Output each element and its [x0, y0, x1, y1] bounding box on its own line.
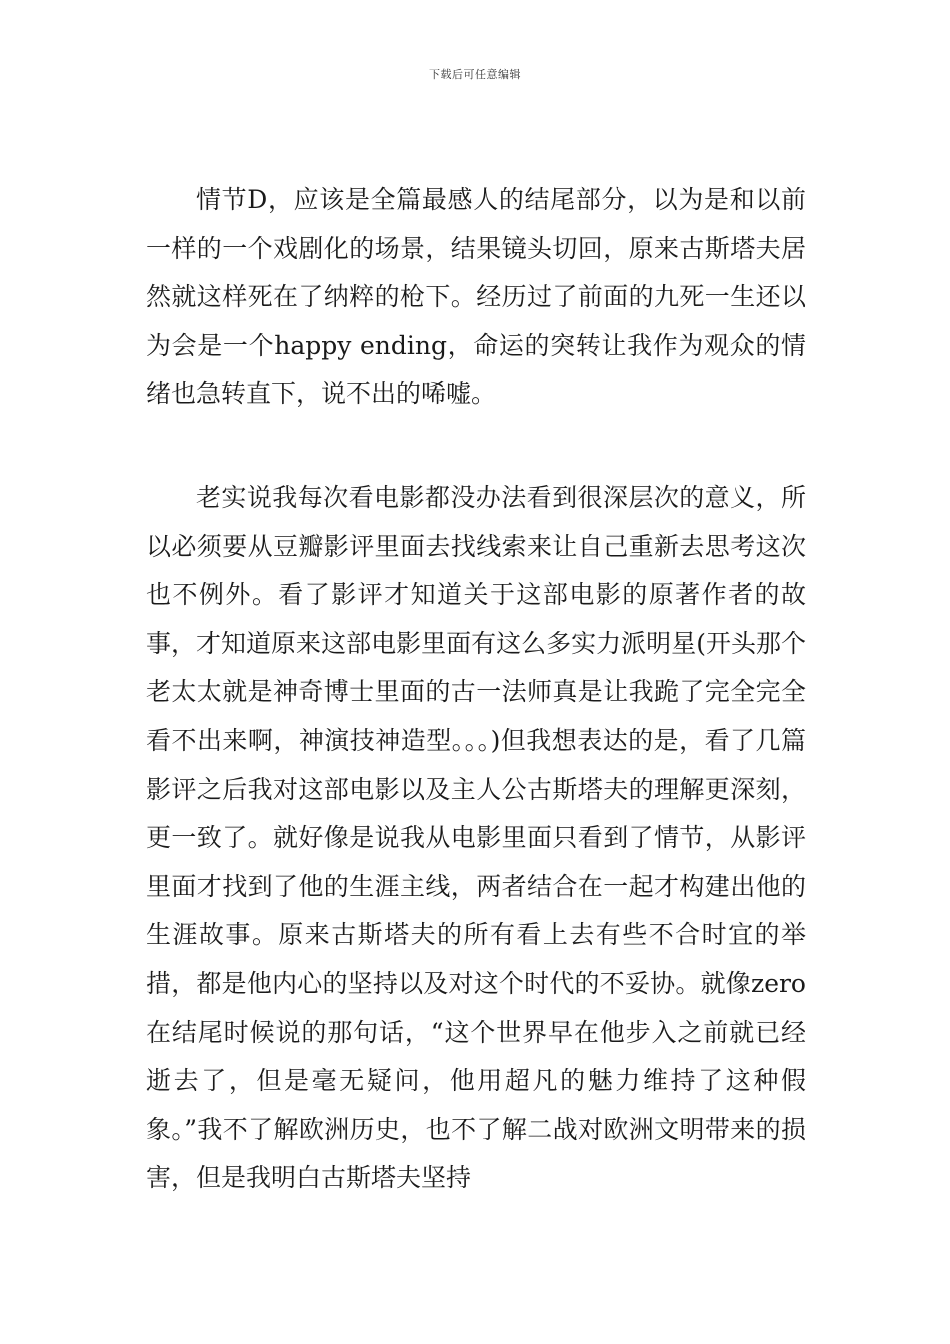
paragraph-2: 老实说我每次看电影都没办法看到很深层次的意义，所以必须要从豆瓣影评里面去找线索来让自己重新去思考这次也不例外。看了影评才知道关于这部电影的原著作者的故事，才知道原来这部电影里面有这么多实力派明星(开头那个老太太就是神奇博士里面的古一法师真是让我跪了完全完全看不出来啊，神演技神造型。。。)但我想表达的是，看了几篇影评之后我对这部电影以及主人公古斯塔夫的理解更深刻，更一致了。就好像是说我从电影里面只看到了情节，从影评里面才找到了他的生涯主线，两者结合在一起才构建出他的生涯故事。原来古斯塔夫的所有看上去有些不合时宜的举措，都是他内心的坚持以及对这个时代的不妥协。就像zero在结尾时候说的那句话，“这个世界早在他步入之前就已经逝去了，但是毫无疑问，他用超凡的魅力维持了这种假象。”我不了解欧洲历史，也不了解二战对欧洲文明带来的损害，但是我明白古斯塔夫坚持 [146, 483, 806, 1193]
paragraph-2-container [146, 474, 806, 1203]
paragraph-1-container [146, 176, 806, 419]
paragraph-1: 情节D，应该是全篇最感人的结尾部分，以为是和以前一样的一个戏剧化的场景，结果镜头切回，原来古斯塔夫居然就这样死在了纳粹的枪下。经历过了前面的九死一生还以为会是一个happy ending，命运的突转让我作为观众的情绪也急转直下，说不出的唏嘘。 [146, 185, 806, 409]
page-header: 下载后可任意编辑 [429, 68, 521, 81]
